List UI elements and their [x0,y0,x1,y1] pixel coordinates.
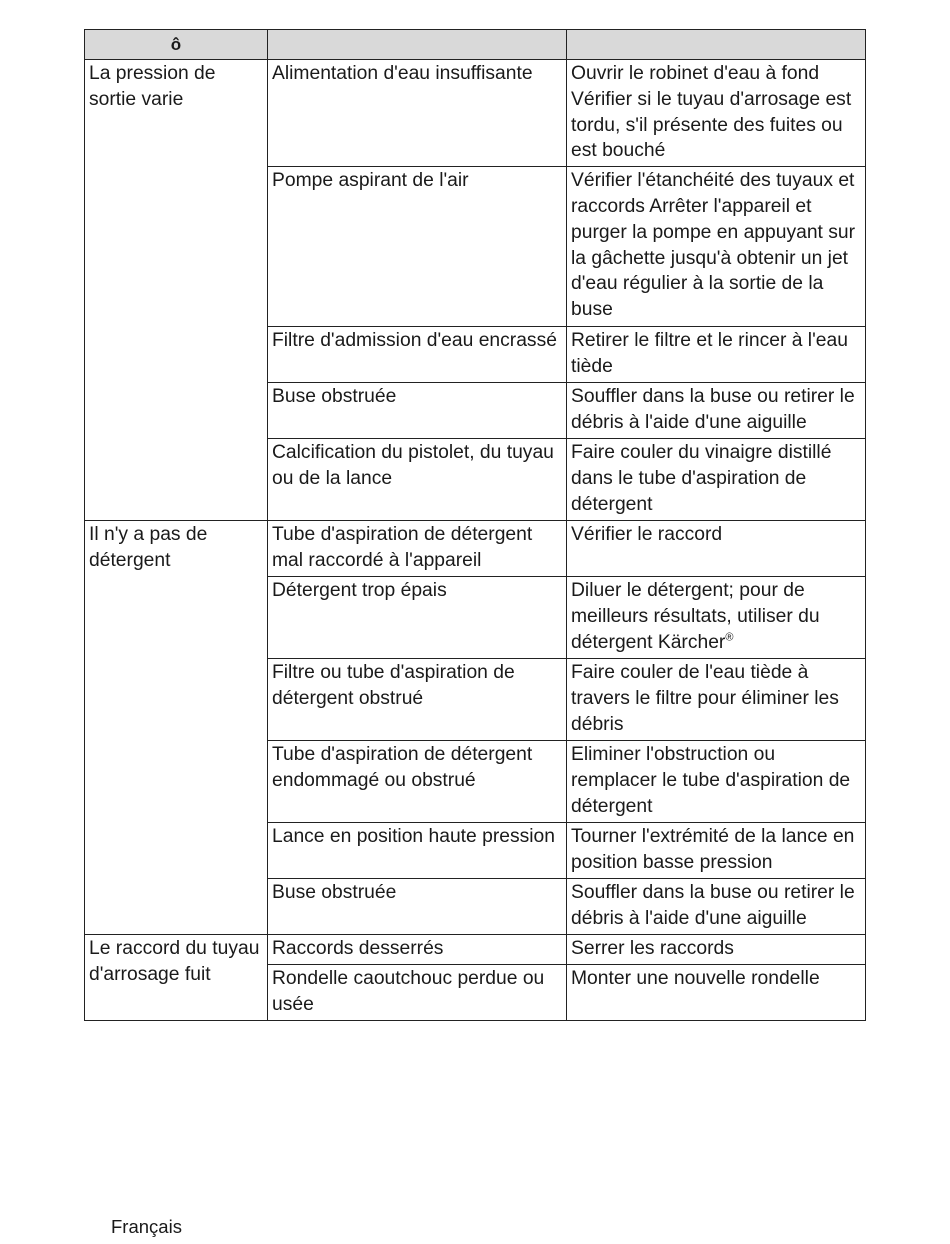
cause-cell: Tube d'aspiration de détergent endommagé ou obstrué [268,741,567,823]
table-row [85,935,866,965]
remedy-cell: Souffler dans la buse ou retirer le débris à l'aide d'une aiguille [567,879,866,935]
remedy-text: Diluer le détergent; pour de meilleurs résultats, utiliser du détergent Kärcher [571,580,820,653]
remedy-cell: Souffler dans la buse ou retirer le débris à l'aide d'une aiguille [567,383,866,439]
cause-cell: Rondelle caoutchouc perdue ou usée [268,965,567,1021]
remedy-cell: Faire couler de l'eau tiède à travers le filtre pour éliminer les débris [567,659,866,741]
cause-cell: Lance en position haute pression [268,823,567,879]
remedy-cell: Ouvrir le robinet d'eau à fond Vérifier si le tuyau d'arrosage est tordu, s'il présente des fuites ou est bouché [567,60,866,167]
remedy-cell: Tourner l'extrémité de la lance en position basse pression [567,823,866,879]
remedy-cell: Eliminer l'obstruction ou remplacer le tube d'aspiration de détergent [567,741,866,823]
remedy-cell: Monter une nouvelle rondelle [567,965,866,1021]
cause-cell: Pompe aspirant de l'air [268,167,567,327]
footer-language: Français [111,1216,182,1237]
cause-cell: Filtre d'admission d'eau encrassé [268,327,567,383]
cause-cell: Détergent trop épais [268,577,567,659]
header-remedy [567,30,866,60]
registered-mark: ® [725,631,734,644]
table-row [85,60,866,167]
cause-cell: Buse obstruée [268,879,567,935]
table-body [85,60,866,1021]
troubleshooting-table [84,29,866,1021]
problem-cell: La pression de sortie varie [85,60,268,521]
problem-cell: Il n'y a pas de détergent [85,521,268,935]
cause-cell: Calcification du pistolet, du tuyau ou de la lance [268,439,567,521]
problem-cell: Le raccord du tuyau d'arrosage fuit [85,935,268,1021]
remedy-cell: Serrer les raccords [567,935,866,965]
cause-cell: Raccords desserrés [268,935,567,965]
remedy-cell: Retirer le filtre et le rincer à l'eau tiède [567,327,866,383]
cause-cell: Alimentation d'eau insuffisante [268,60,567,167]
header-row [85,30,866,60]
table-row [85,521,866,577]
remedy-cell [567,577,866,659]
header-problem: ô [85,30,268,60]
cause-cell: Filtre ou tube d'aspiration de détergent obstrué [268,659,567,741]
table-header [85,30,866,60]
header-cause [268,30,567,60]
remedy-cell: Vérifier l'étanchéité des tuyaux et raccords Arrêter l'appareil et purger la pompe en appuyant sur la gâchette jusqu'à obtenir un jet d'eau régulier à la sortie de la buse [567,167,866,327]
cause-cell: Buse obstruée [268,383,567,439]
cause-cell: Tube d'aspiration de détergent mal raccordé à l'appareil [268,521,567,577]
remedy-cell: Vérifier le raccord [567,521,866,577]
remedy-cell: Faire couler du vinaigre distillé dans le tube d'aspiration de détergent [567,439,866,521]
